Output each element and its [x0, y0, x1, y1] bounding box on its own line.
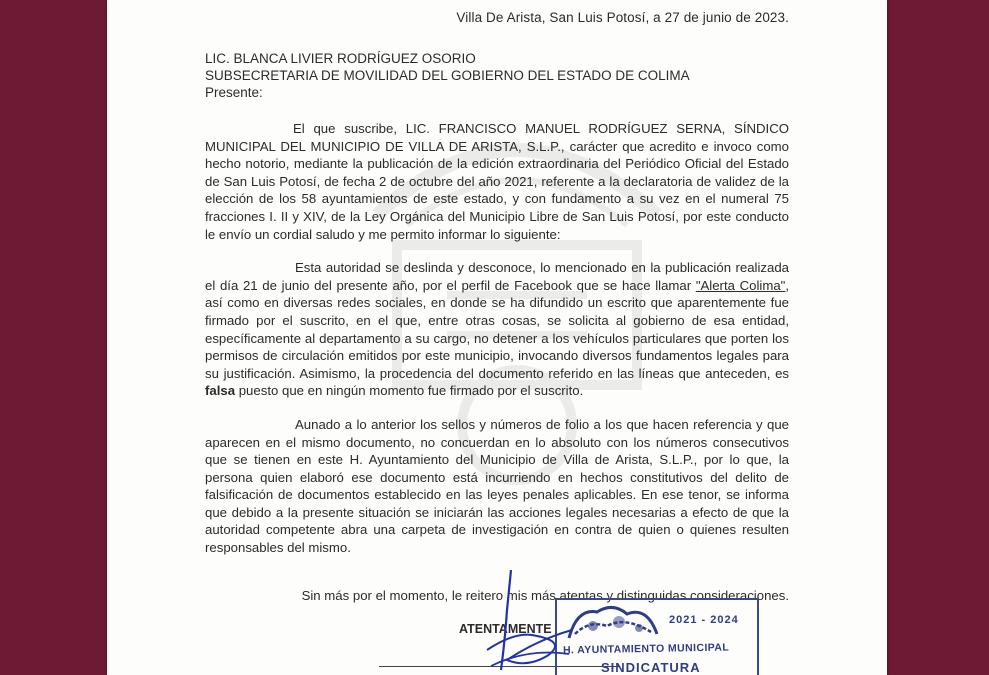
falsa-emphasis: falsa	[205, 383, 236, 399]
paragraph-2	[205, 259, 789, 400]
handwritten-signature	[477, 570, 597, 675]
paragraph-2-part-c: puesto que en ningún momento fue firmado por el suscrito.	[235, 383, 584, 399]
stamp-line-1: H. AYUNTAMIENTO MUNICIPAL	[562, 641, 730, 657]
closing-line: Sin más por el momento, le reitero mis más atentas y distinguidas consideraciones.	[301, 588, 789, 603]
letter-page	[107, 0, 887, 675]
stamp-years: 2021 - 2024	[669, 614, 739, 626]
addressee-greeting: Presente:	[205, 85, 263, 100]
paragraph-3: Aunado a lo anterior los sellos y números de folio a los que hacen referencia y que aparecen en el mismo documento, no concuerdan en lo absoluto con los números consecutivos que se tienen en este H. Ayuntamiento del Municipio de Villa de Arista, S.L.P., por lo que, la persona quien elaboró ese documento está incurriendo en hechos constitutivos del delito de falsificación de documentos establecido en las leyes penales aplicables. En ese tenor, se informa que debido a la presente situación se iniciarán las acciones legales necesarias a efecto de que la autoridad competente abra una carpeta de investigación en contra de quien o quienes resulten responsables del mismo.	[205, 416, 789, 556]
addressee-position: SUBSECRETARIA DE MOVILIDAD DEL GOBIERNO DEL ESTADO DE COLIMA	[205, 68, 690, 83]
paragraph-2-part-a: Esta autoridad se deslinda y desconoce, lo mencionado en la publicación realizada el día 21 de junio del presente año, por el perfil de Facebook que se hace llamar	[205, 260, 789, 293]
addressee-name: LIC. BLANCA LIVIER RODRÍGUEZ OSORIO	[205, 51, 476, 66]
stamp-line-2: SINDICATURA	[601, 660, 701, 675]
paragraph-1: El que suscribe, LIC. FRANCISCO MANUEL RODRÍGUEZ SERNA, SÍNDICO MUNICIPAL DEL MUNICIPIO DE VILLA DE ARISTA, S.L.P., carácter que acredito e invoco como hecho notorio, mediante la publicación de la edición extraordinaria del Periódico Oficial del Estado de San Luis Potosí, de fecha 2 de octubre del año 2021, referente a la declaratoria de validez de la elección de los 58 ayuntamientos de este estado, y con fundamento a su vez en el numeral 75 fracciones I. II y XIV, de la Ley Orgánica del Municipio Libre de San Luis Potosí, por este conducto le envío un cordial saludo y me permito informar lo siguiente:	[205, 121, 789, 242]
letter-body	[205, 120, 789, 573]
sign-off: ATENTAMENTE	[459, 622, 552, 636]
dateline: Villa De Arista, San Luis Potosí, a 27 de junio de 2023.	[456, 10, 789, 25]
alerta-colima-reference: "Alerta Colima",	[695, 277, 790, 293]
addressee-block	[205, 50, 690, 101]
paragraph-2-part-b: así como en diversas redes sociales, en donde se ha difundido un escrito que aparentemente fue firmado por el suscrito, en el que, entre otras cosas, se solicita al gobierno de esa entidad, específicamente al departamento a su cargo, no detener a los vehículos particulares que porten los permisos de circulación emitidos por este municipio, invocando diversos fundamentos legales para su justificación. Asimismo, la procedencia del documento referido en las líneas que anteceden, es	[205, 295, 789, 381]
